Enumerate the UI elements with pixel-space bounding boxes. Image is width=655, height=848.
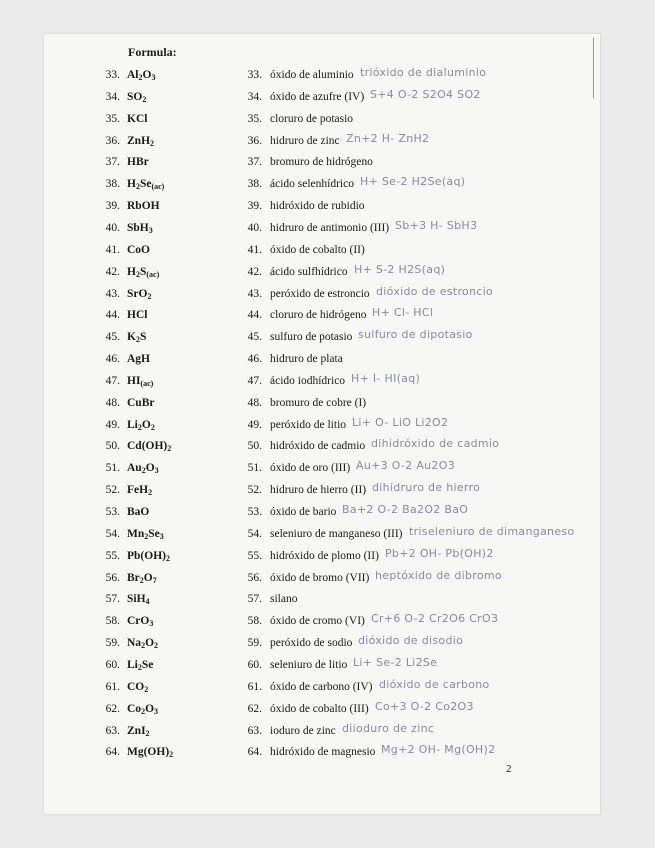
row-number-repeat: 33. xyxy=(247,69,262,81)
chemical-formula: $Pb(OH)_2$ xyxy=(127,549,170,563)
compound-name: ácido iodhídrico xyxy=(270,374,346,387)
handwritten-answer: Sb+3 H- SbH3 xyxy=(395,218,478,232)
compound-name: hidruro de zinc xyxy=(270,134,340,147)
row-number: 37. xyxy=(105,156,120,169)
exercise-row xyxy=(0,699,655,721)
exercise-row xyxy=(0,152,655,174)
handwritten-answer: Pb+2 OH- Pb(OH)2 xyxy=(385,546,494,560)
exercise-row xyxy=(0,458,655,480)
chemical-formula: $Br_2O_7$ xyxy=(127,571,157,585)
compound-name: seleniuro de manganeso (III) xyxy=(270,527,403,540)
handwritten-answer: trióxido de dialuminio xyxy=(360,66,487,79)
exercise-row xyxy=(0,87,655,109)
row-number-repeat: 50. xyxy=(247,440,262,453)
row-number: 34. xyxy=(105,90,120,103)
chemical-formula: $Al_2O_3$ xyxy=(127,69,156,82)
row-number-repeat: 63. xyxy=(247,724,262,737)
row-number: 50. xyxy=(105,440,120,453)
row-number-repeat: 59. xyxy=(247,637,262,650)
handwritten-answer: Li+ Se-2 Li2Se xyxy=(353,655,438,669)
row-number: 48. xyxy=(105,396,120,409)
row-number-repeat: 49. xyxy=(247,418,262,431)
chemical-formula: $Li_2Se$ xyxy=(127,658,154,672)
handwritten-answer: dióxido de carbono xyxy=(379,677,490,691)
exercise-row xyxy=(0,721,655,743)
handwritten-answer: Au+3 O-2 Au2O3 xyxy=(356,459,455,473)
exercise-row xyxy=(0,589,655,611)
handwritten-answer: dihidruro de hierro xyxy=(372,481,481,495)
row-number-repeat: 38. xyxy=(247,178,262,191)
row-number-repeat: 37. xyxy=(247,156,262,169)
compound-name: ácido sulfhídrico xyxy=(270,265,348,278)
row-number-repeat: 47. xyxy=(247,374,262,387)
handwritten-answer: dihidróxido de cadmio xyxy=(371,437,500,451)
exercise-row xyxy=(0,502,655,524)
chemical-formula: $H_2S_{(ac)}$ xyxy=(127,265,160,279)
chemical-formula: CrO$_3$ xyxy=(127,615,154,629)
handwritten-answer: triseleniuro de dimanganeso xyxy=(409,524,575,538)
handwritten-answer: heptóxido de dibromo xyxy=(375,568,502,582)
row-number-repeat: 42. xyxy=(247,265,262,278)
exercise-row xyxy=(0,524,655,546)
handwritten-answer: H+ Se-2 H2Se(aq) xyxy=(360,175,466,189)
chemical-formula: $Au_2O_3$ xyxy=(127,462,159,476)
compound-name: ioduro de zinc xyxy=(270,724,336,737)
row-number: 38. xyxy=(105,178,120,191)
chemical-formula: SbH$_3$ xyxy=(127,221,153,235)
chemical-formula: FeH$_2$ xyxy=(127,484,153,498)
row-number-repeat: 55. xyxy=(247,549,262,562)
compound-name: óxido de azufre (IV) xyxy=(270,90,365,103)
row-number-repeat: 56. xyxy=(247,571,262,584)
chemical-formula: HCl xyxy=(127,309,148,322)
row-number: 40. xyxy=(105,221,120,234)
compound-name: bromuro de cobre (I) xyxy=(270,396,367,409)
chemical-formula: ZnI$_2$ xyxy=(127,724,150,738)
row-number-repeat: 60. xyxy=(247,658,262,671)
row-number-repeat: 36. xyxy=(247,134,262,147)
compound-name: seleniuro de litio xyxy=(270,658,348,671)
compound-name: bromuro de hidrógeno xyxy=(270,156,373,169)
row-number-repeat: 53. xyxy=(247,506,262,518)
chemical-formula: AgH xyxy=(127,353,150,366)
row-number: 55. xyxy=(105,549,120,562)
compound-name: óxido de bario xyxy=(270,506,337,518)
compound-name: hidruro de antimonio (III) xyxy=(270,221,390,234)
compound-name: hidróxido de magnesio xyxy=(270,746,376,759)
handwritten-answer: Cr+6 O-2 Cr2O6 CrO3 xyxy=(371,612,499,626)
compound-name: silano xyxy=(270,593,298,606)
row-number: 64. xyxy=(105,746,120,759)
row-number: 42. xyxy=(105,265,120,278)
chemical-formula: $Na_2O_2$ xyxy=(127,637,159,651)
exercise-row xyxy=(0,546,655,568)
row-number-repeat: 39. xyxy=(247,200,262,213)
chemical-formula: $Co_2O_3$ xyxy=(127,702,159,716)
exercise-row xyxy=(0,240,655,262)
row-number-repeat: 41. xyxy=(247,243,262,256)
row-number: 47. xyxy=(105,374,120,387)
handwritten-answer: Zn+2 H- ZnH2 xyxy=(346,131,430,145)
compound-name: peróxido de sodio xyxy=(270,637,353,650)
row-number-repeat: 54. xyxy=(247,527,262,540)
row-number: 60. xyxy=(105,658,120,671)
formula-heading: Formula: xyxy=(128,45,177,59)
chemical-formula: $CO_2$ xyxy=(127,680,149,694)
compound-name: cloruro de potasio xyxy=(270,112,354,125)
exercise-row xyxy=(0,415,655,437)
handwritten-answer: Li+ O- LiO Li2O2 xyxy=(352,415,449,429)
exercise-row xyxy=(0,131,655,153)
row-number-repeat: 62. xyxy=(247,702,262,715)
compound-name: óxido de cromo (VI) xyxy=(270,615,365,628)
exercise-row xyxy=(0,436,655,458)
row-number-repeat: 48. xyxy=(247,396,262,409)
compound-name: óxido de aluminio xyxy=(270,69,354,81)
compound-name: sulfuro de potasio xyxy=(270,331,353,344)
row-number-repeat: 43. xyxy=(247,287,262,300)
exercise-row xyxy=(0,262,655,284)
row-number: 53. xyxy=(105,506,120,518)
compound-name: óxido de cobalto (II) xyxy=(270,243,365,256)
compound-name: ácido selenhídrico xyxy=(270,178,354,191)
row-number: 41. xyxy=(105,243,120,256)
row-number: 46. xyxy=(105,353,120,366)
row-number-repeat: 40. xyxy=(247,221,262,234)
row-number-repeat: 46. xyxy=(247,353,262,366)
chemical-formula: $Mg(OH)_2$ xyxy=(127,746,174,760)
row-number: 39. xyxy=(105,200,120,213)
exercise-row xyxy=(0,218,655,240)
row-number: 54. xyxy=(105,527,120,540)
handwritten-answer: diioduro de zinc xyxy=(342,721,435,735)
chemical-formula: BaO xyxy=(127,506,150,518)
chemical-formula: SrO$_2$ xyxy=(127,287,152,301)
handwritten-answer: S+4 O-2 S2O4 SO2 xyxy=(370,87,481,101)
row-number: 62. xyxy=(105,702,120,715)
row-number-repeat: 52. xyxy=(247,484,262,497)
handwritten-answer: Ba+2 O-2 Ba2O2 BaO xyxy=(342,503,469,516)
row-number: 45. xyxy=(105,331,120,344)
compound-name: hidróxido de rubidio xyxy=(270,200,365,213)
compound-name: hidruro de plata xyxy=(270,353,343,366)
exercise-row xyxy=(0,109,655,131)
row-number-repeat: 35. xyxy=(247,112,262,125)
row-number-repeat: 64. xyxy=(247,746,262,759)
row-number-repeat: 44. xyxy=(247,309,262,322)
page-number: 2 xyxy=(506,763,512,775)
chemical-formula: CoO xyxy=(127,243,150,256)
exercise-row xyxy=(0,174,655,196)
chemical-formula: $SO_2$ xyxy=(127,90,147,104)
chemical-formula: ZnH$_2$ xyxy=(127,134,155,148)
compound-name: óxido de carbono (IV) xyxy=(270,680,373,693)
exercise-row xyxy=(0,655,655,677)
row-number: 61. xyxy=(105,680,120,693)
handwritten-answer: dióxido de estroncio xyxy=(376,284,494,298)
row-number: 52. xyxy=(105,484,120,497)
chemical-formula: HBr xyxy=(127,156,149,169)
row-number-repeat: 34. xyxy=(247,90,262,103)
exercise-row xyxy=(0,611,655,633)
exercise-row xyxy=(0,349,655,371)
row-number: 63. xyxy=(105,724,120,737)
row-number: 56. xyxy=(105,571,120,584)
exercise-row xyxy=(0,371,655,393)
exercise-row xyxy=(0,196,655,218)
handwritten-answer: sulfuro de dipotasio xyxy=(358,328,473,342)
row-number: 36. xyxy=(105,134,120,147)
exercise-row xyxy=(0,633,655,655)
row-number: 33. xyxy=(105,69,120,81)
row-number-repeat: 57. xyxy=(247,593,262,606)
exercise-row xyxy=(0,568,655,590)
compound-name: hidróxido de cadmio xyxy=(270,440,366,453)
compound-name: hidróxido de plomo (II) xyxy=(270,549,379,562)
row-number-repeat: 51. xyxy=(247,462,262,475)
handwritten-answer: H+ S-2 H2S(aq) xyxy=(354,262,446,276)
row-number: 43. xyxy=(105,287,120,300)
chemical-formula: $Mn_2Se_3$ xyxy=(127,527,164,541)
row-number: 44. xyxy=(105,309,120,322)
handwritten-answer: Co+3 O-2 Co2O3 xyxy=(375,699,474,713)
chemical-formula: $H_2Se_{(ac)}$ xyxy=(127,178,165,192)
compound-name: hidruro de hierro (II) xyxy=(270,484,367,497)
row-number-repeat: 58. xyxy=(247,615,262,628)
exercise-row xyxy=(0,284,655,306)
compound-name: peróxido de litio xyxy=(270,418,347,431)
compound-name: cloruro de hidrógeno xyxy=(270,309,367,322)
handwritten-answer: H+ Cl- HCl xyxy=(372,306,434,320)
chemical-formula: RbOH xyxy=(127,200,160,213)
exercise-row xyxy=(0,65,655,87)
row-number-repeat: 45. xyxy=(247,331,262,344)
compound-name: óxido de bromo (VII) xyxy=(270,571,370,584)
row-number: 59. xyxy=(105,637,120,650)
chemical-formula: $Cd(OH)_2$ xyxy=(127,440,172,454)
row-number: 49. xyxy=(105,418,120,431)
row-number: 51. xyxy=(105,462,120,475)
exercise-row xyxy=(0,677,655,699)
exercise-row xyxy=(0,305,655,327)
exercise-row xyxy=(0,327,655,349)
row-number-repeat: 61. xyxy=(247,680,262,693)
chemical-formula: $HI_{(ac)}$ xyxy=(127,374,154,388)
row-number: 57. xyxy=(105,593,120,606)
handwritten-answer: Mg+2 OH- Mg(OH)2 xyxy=(381,743,496,757)
chemical-formula: $K_2S$ xyxy=(127,331,147,345)
handwritten-answer: H+ I- HI(aq) xyxy=(351,371,421,385)
chemical-formula: KCl xyxy=(127,112,148,125)
exercise-row xyxy=(0,480,655,502)
compound-name: peróxido de estroncio xyxy=(270,287,370,300)
compound-name: óxido de oro (III) xyxy=(270,462,351,475)
compound-name: óxido de cobalto (III) xyxy=(270,702,369,715)
chemical-formula: SiH$_4$ xyxy=(127,593,150,607)
exercise-row xyxy=(0,393,655,415)
exercise-row xyxy=(0,742,655,764)
chemical-formula: $Li_2O_2$ xyxy=(127,418,155,432)
row-number: 35. xyxy=(105,112,120,125)
row-number: 58. xyxy=(105,615,120,628)
handwritten-answer: dióxido de disodio xyxy=(358,634,464,648)
chemical-formula: CuBr xyxy=(127,396,155,409)
